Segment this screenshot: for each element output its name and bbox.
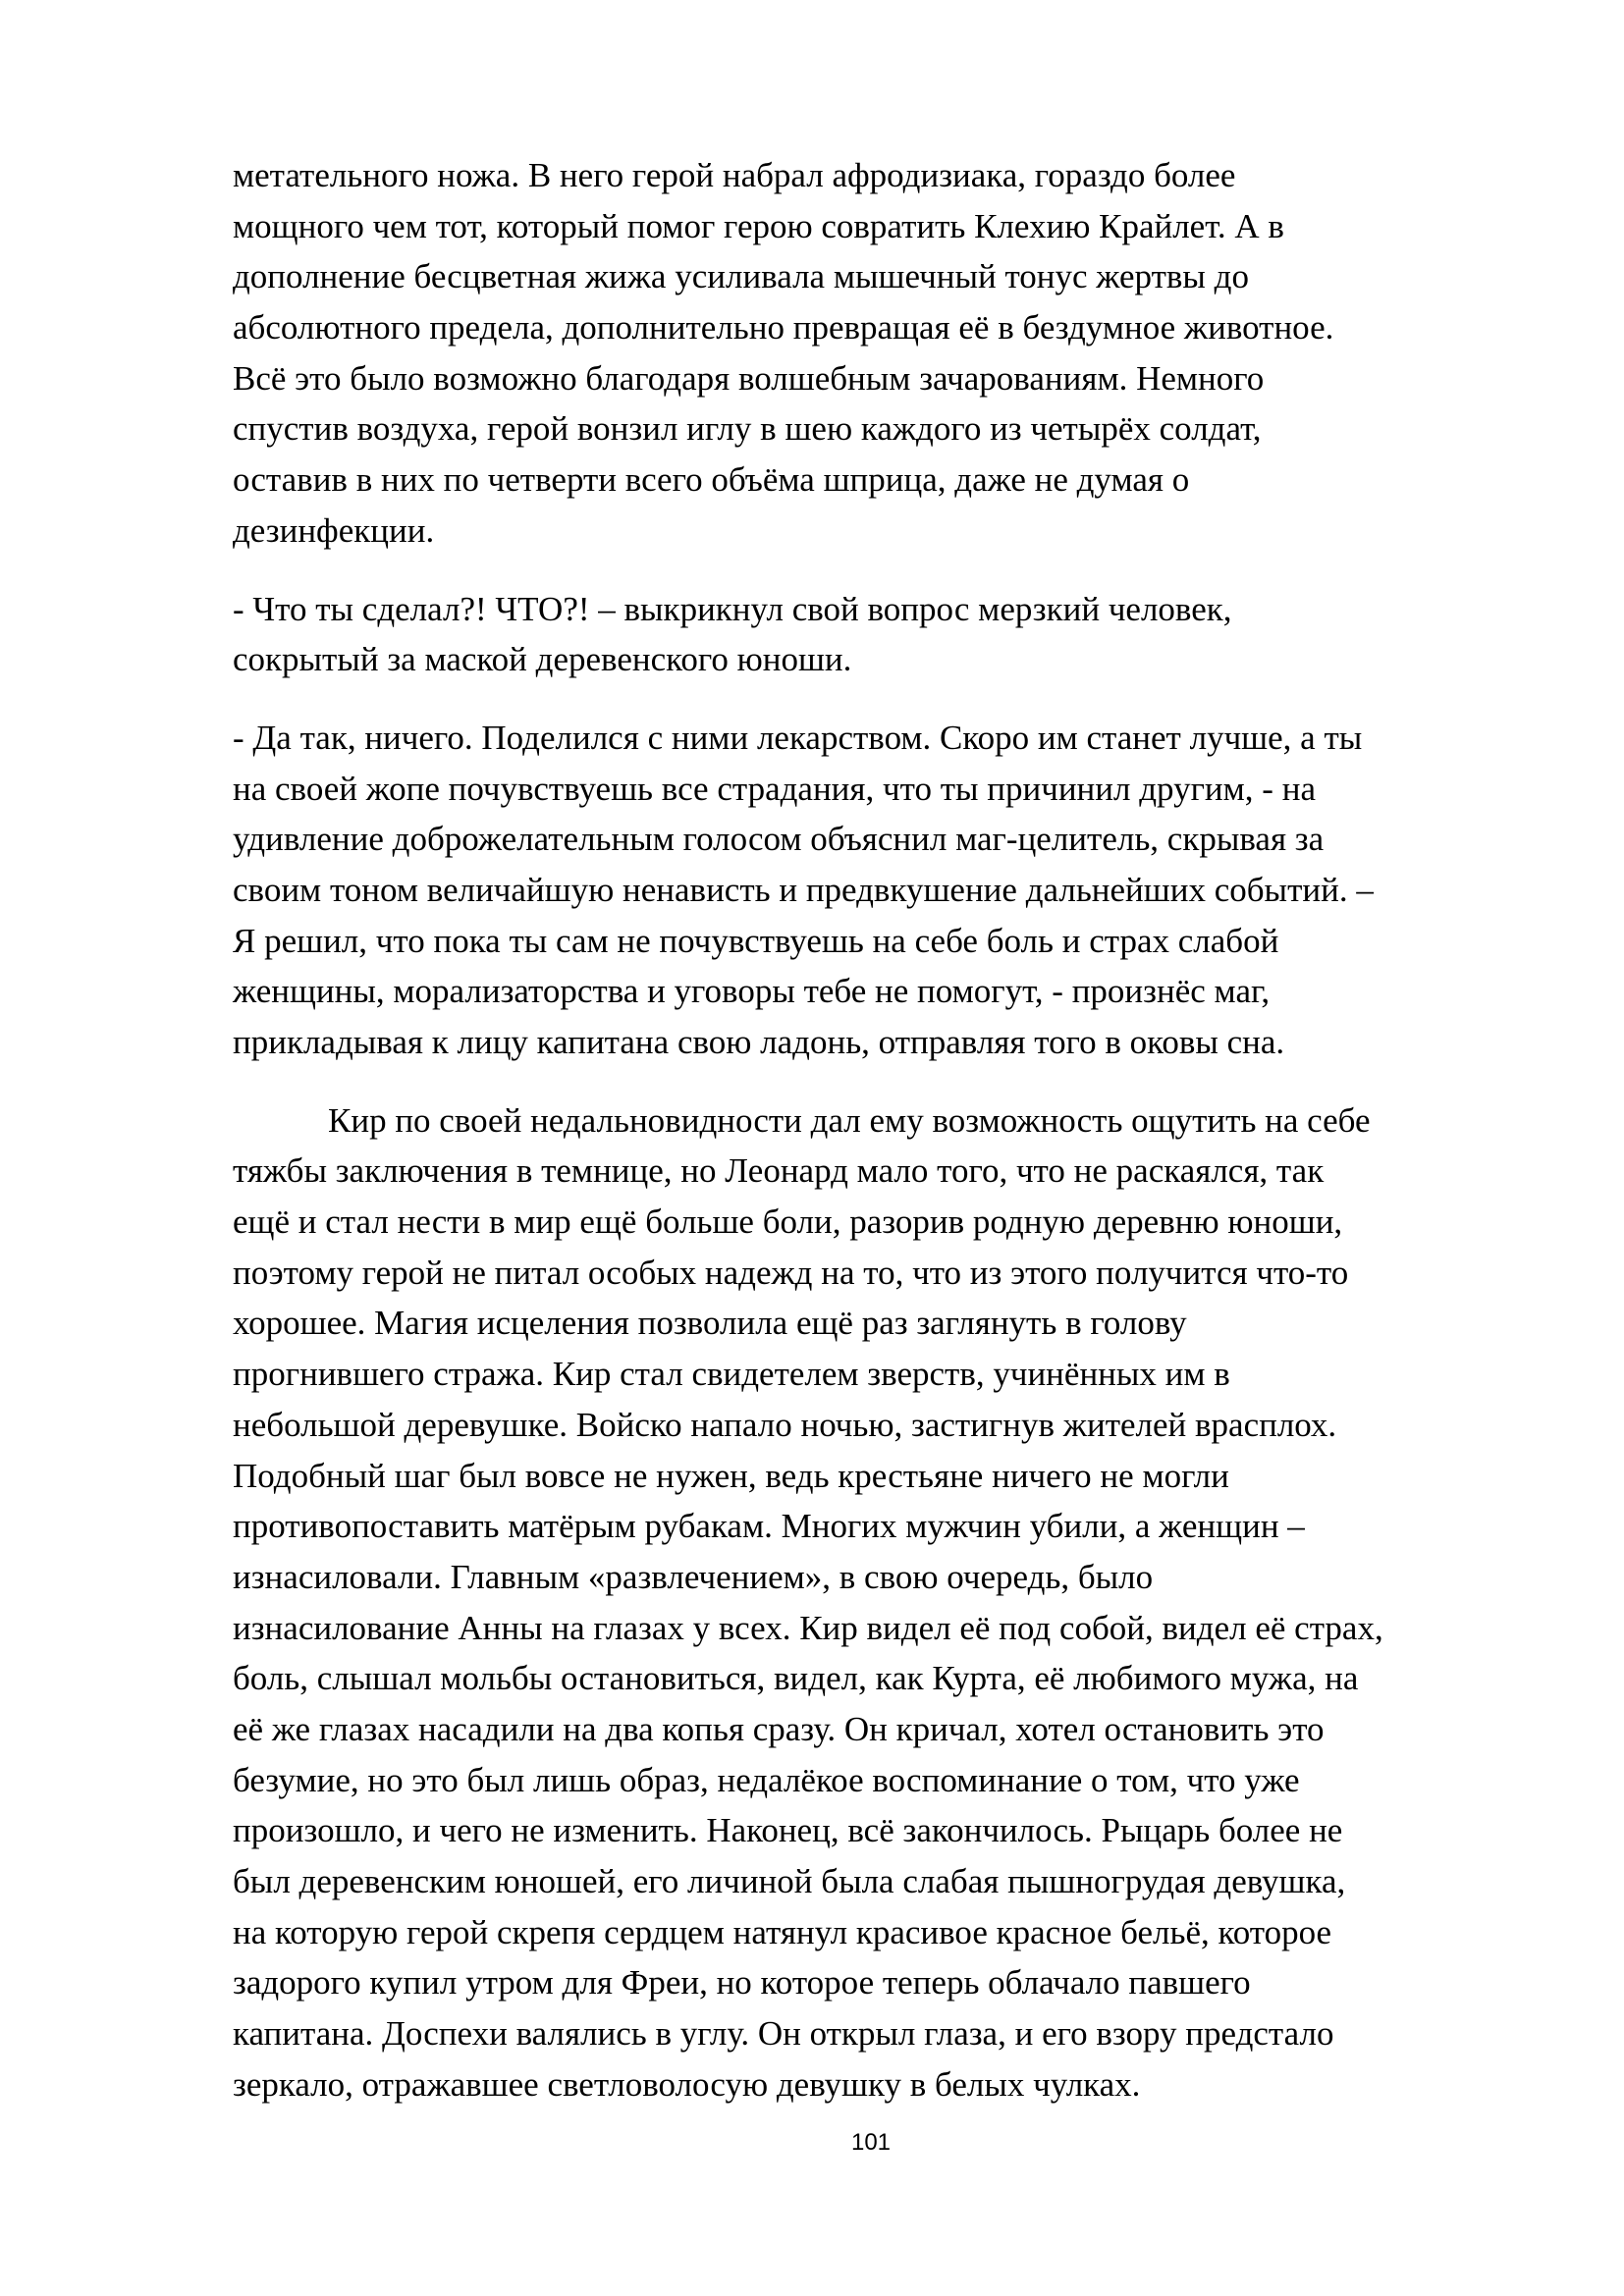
text-line: Всё это было возможно благодаря волшебным зачарованиям. Немного [233,358,1265,398]
text-line: прогнившего стража. Кир стал свидетелем зверств, учинённых им в [233,1355,1230,1394]
text-line: боль, слышал мольбы остановиться, видел, как Курта, её любимого мужа, на [233,1659,1359,1698]
text-line: изнасилование Анны на глазах у всех. Кир видел её под собой, видел её страх, [233,1608,1383,1647]
text-line: ещё и стал нести в мир ещё больше боли, разорив родную деревню юноши, [233,1202,1343,1242]
text-line: женщины, морализаторства и уговоры тебе не помогут, - произнёс маг, [233,972,1271,1011]
text-line: Кир по своей недальновидности дал ему возможность ощутить на себе [328,1100,1371,1140]
text-line: прикладывая к лицу капитана свою ладонь, отправляя того в оковы сна. [233,1023,1285,1061]
text-line: на своей жопе почувствуешь все страдания, что ты причинил другим, - на [233,769,1316,808]
page-number: 101 [850,2129,892,2156]
text-line: спустив воздуха, герой вонзил иглу в шею каждого из четырёх солдат, [233,409,1262,449]
text-line: капитана. Доспехи валялись в углу. Он открыл глаза, и его взору предстало [233,2014,1334,2054]
text-line: её же глазах насадили на два копья сразу. Он кричал, хотел остановить это [233,1709,1325,1748]
text-line: был деревенским юношей, его личиной была слабая пышногрудая девушка, [233,1862,1346,1900]
text-line: тяжбы заключения в темнице, но Леонард мало того, что не раскаялся, так [233,1151,1325,1191]
text-line: Подобный шаг был вовсе не нужен, ведь крестьяне ничего не могли [233,1456,1229,1495]
paragraph-2-dialogue [233,584,1529,685]
body-text [233,150,1529,2137]
text-line: абсолютного предела, дополнительно превращая её в бездумное животное. [233,308,1334,347]
text-line: небольшой деревушке. Войско напало ночью, застигнув жителей врасплох. [233,1405,1337,1444]
text-line: оставив в них по четверти всего объёма шприца, даже не думая о [233,460,1190,500]
text-line: своим тоном величайшую ненависть и предвкушение дальнейших событий. – [233,870,1374,909]
text-line: дезинфекции. [233,510,435,550]
text-line: зеркало, отражавшее светловолосую девушку в белых чулках. [233,2064,1141,2104]
paragraph-3-dialogue [233,713,1529,1068]
text-line: поэтому герой не питал особых надежд на то, что из этого получится что-то [233,1253,1349,1292]
text-line: мощного чем тот, который помог герою совратить Клехию Крайлет. А в [233,206,1284,245]
paragraph-1 [233,150,1529,557]
text-line: сокрытый за маской деревенского юноши. [233,640,852,679]
text-line: на которую герой скрепя сердцем натянул красивое красное бельё, которое [233,1912,1332,1951]
paragraph-4 [233,1095,1529,2110]
text-line: задорого купил утром для Фреи, но которое теперь облачало павшего [233,1963,1251,2002]
text-line: дополнение бесцветная жижа усиливала мышечный тонус жертвы до [233,257,1249,296]
text-line: - Что ты сделал?! ЧТО?! – выкрикнул свой вопрос мерзкий человек, [233,589,1232,628]
text-line: Я решил, что пока ты сам не почувствуешь на себе боль и страх слабой [233,921,1279,960]
text-line: - Да так, ничего. Поделился с ними лекарством. Скоро им станет лучше, а ты [233,718,1363,757]
text-line: безумие, но это был лишь образ, недалёкое воспоминание о том, что уже [233,1760,1300,1799]
text-line: противопоставить матёрым рубакам. Многих мужчин убили, а женщин – [233,1507,1305,1546]
text-line: хорошее. Магия исцеления позволила ещё раз заглянуть в голову [233,1304,1187,1343]
text-line: удивление доброжелательным голосом объяснил маг-целитель, скрывая за [233,820,1325,859]
text-line: произошло, и чего не изменить. Наконец, всё закончилось. Рыцарь более не [233,1811,1343,1850]
text-line: метательного ножа. В него герой набрал афродизиака, гораздо более [233,156,1236,194]
text-line: изнасиловали. Главным «развлечением», в свою очередь, было [233,1557,1154,1596]
